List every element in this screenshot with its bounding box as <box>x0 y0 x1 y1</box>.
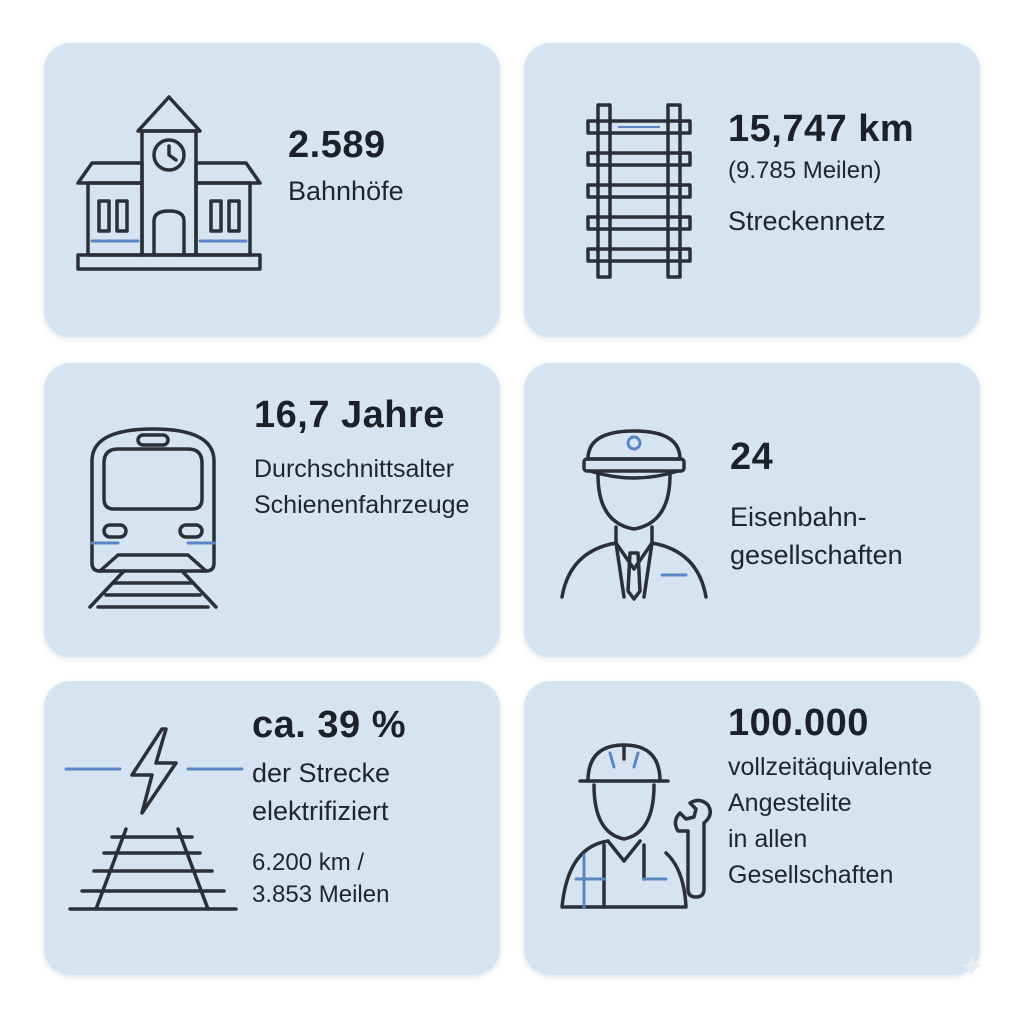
stat-value: 2.589 <box>288 124 386 166</box>
stat-label-line: Angestelite <box>728 789 852 817</box>
stat-sub: (9.785 Meilen) <box>728 157 882 184</box>
stat-card-electrified <box>44 681 500 975</box>
construction-worker-icon <box>554 739 714 909</box>
stat-label-line: Eisenbahn- <box>730 502 867 532</box>
stat-card-employees <box>524 681 980 975</box>
stat-text <box>728 701 932 893</box>
stat-text <box>254 393 469 523</box>
railway-conductor-icon <box>554 423 714 599</box>
stat-label-line: Durchschnittsalter <box>254 455 455 483</box>
railway-track-icon <box>584 103 694 279</box>
stat-text <box>728 107 914 237</box>
stat-value: 15,747 km <box>728 108 915 150</box>
stat-card-stations <box>44 43 500 337</box>
train-front-icon <box>78 423 228 607</box>
stat-value: 24 <box>730 436 774 478</box>
electrified-track-icon <box>64 725 244 911</box>
stat-label: Bahnhöfe <box>288 176 404 206</box>
sparkle-icon <box>960 954 984 978</box>
train-station-icon <box>74 93 264 279</box>
stat-sub-line: 3.853 Meilen <box>252 881 390 908</box>
stat-label-line: gesellschaften <box>730 540 903 570</box>
stat-label: Streckennetz <box>728 206 886 236</box>
stat-label-line: elektrifiziert <box>252 796 389 826</box>
stat-text <box>252 703 406 911</box>
stat-value: 16,7 Jahre <box>254 394 445 436</box>
stat-card-vehicle-age <box>44 363 500 657</box>
stat-text <box>730 435 903 571</box>
stat-text <box>288 123 404 207</box>
stat-value: 100.000 <box>728 702 869 744</box>
stat-card-companies <box>524 363 980 657</box>
stat-sub-line: 6.200 km / <box>252 849 365 876</box>
stat-label-line: der Strecke <box>252 758 391 788</box>
stat-card-network <box>524 43 980 337</box>
stat-label-line: Schienenfahrzeuge <box>254 491 470 519</box>
stat-label-line: vollzeitäquivalente <box>728 753 933 781</box>
stat-label-line: Gesellschaften <box>728 861 894 889</box>
stat-label-line: in allen <box>728 825 808 853</box>
stat-value: ca. 39 % <box>252 704 406 746</box>
